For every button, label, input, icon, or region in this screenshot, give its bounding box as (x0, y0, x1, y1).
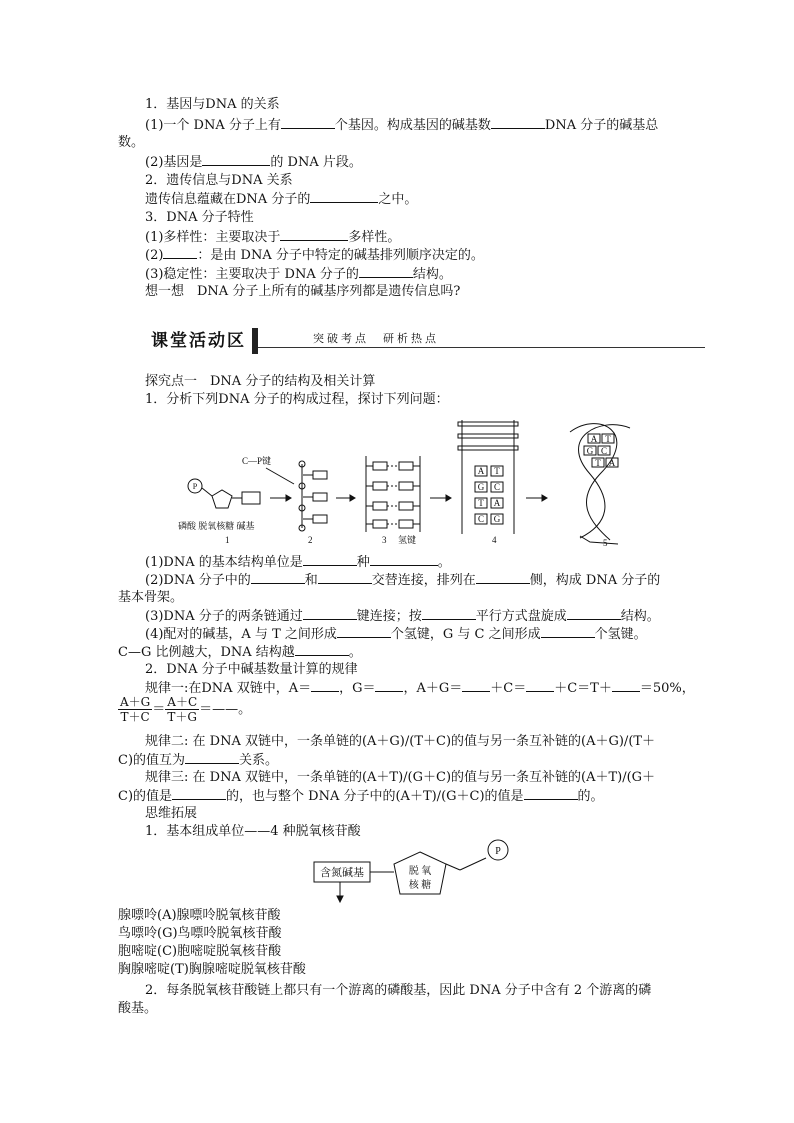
blank[interactable] (311, 679, 339, 692)
blank[interactable] (318, 571, 372, 584)
blank[interactable] (172, 787, 226, 800)
blank[interactable] (370, 553, 438, 566)
step-4: 4 (492, 535, 497, 545)
s1-heading: 1．基因与DNA 的关系 (145, 97, 280, 112)
base: G (477, 482, 485, 492)
base: T (595, 458, 601, 468)
double-helix (570, 424, 630, 548)
s2-p1: 遗传信息蕴藏在DNA 分子的 之中。 (145, 192, 418, 207)
q3: (3)DNA 分子的两条链通过 键连接；按 平行方式盘旋成 结构。 (145, 609, 660, 624)
phosphate-label: P (495, 846, 501, 857)
hydrogen-bond-label: 氢键 (398, 535, 417, 545)
rule3-cont: C)的值是 的，也与整个 DNA 分子中的(A＋T)/(G＋C)的值是 的。 (118, 789, 604, 804)
ext-base-3: 胞嘧啶(C)胞嘧啶脱氧核苷酸 (118, 944, 282, 959)
step-1: 1 (225, 535, 230, 545)
base: C (600, 446, 608, 456)
rule2: 规律二: 在 DNA 双链中，一条单链的(A＋G)/(T＋C)的值与另一条互补链的(A＋G)/(T＋ (145, 734, 656, 749)
base: G (586, 446, 594, 456)
ext-heading: 思维拓展 (145, 806, 198, 821)
base-box-label: 含氮碱基 (320, 867, 364, 879)
single-strand (299, 461, 327, 545)
blank[interactable] (462, 679, 490, 692)
base: C (477, 514, 485, 524)
blank[interactable] (422, 607, 476, 620)
blank[interactable] (303, 553, 357, 566)
q4: (4)配对的碱基，A 与 T 之间形成 个氢键，G 与 C 之间形成 个氢键。 (145, 627, 647, 642)
base: T (494, 466, 500, 476)
blank[interactable] (526, 679, 554, 692)
rule2-cont: C)的值互为 关系。 (118, 753, 279, 768)
blank[interactable] (163, 246, 197, 259)
step-3: 3 (382, 535, 387, 545)
blank[interactable] (303, 607, 357, 620)
blank[interactable] (310, 190, 378, 203)
ext-p1: 1．基本组成单位——4 种脱氧核苷酸 (145, 824, 361, 839)
blank[interactable] (280, 228, 348, 241)
rule1-fractions: $\frac{A+G}{T+C}$ ＝ $\frac{A+C}{T+G}$ ＝——。 (120, 695, 252, 724)
blank[interactable] (337, 625, 391, 638)
base: T (605, 434, 611, 444)
blank[interactable] (567, 607, 621, 620)
nucleotide-diagram (300, 838, 530, 904)
q2-cont: 基本骨架。 (118, 590, 184, 605)
explore-q1: 1．分析下列DNA 分子的构成过程，探讨下列问题： (145, 392, 449, 407)
blank[interactable] (251, 571, 305, 584)
section-banner (145, 328, 705, 356)
ext-p2: 2．每条脱氧核苷酸链上都只有一个游离的磷酸基，因此 DNA 分子中含有 2 个游离的磷 (145, 983, 652, 998)
think-question: 想一想 DNA 分子上所有的碱基序列都是遗传信息吗? (145, 284, 461, 299)
base: A (590, 434, 598, 444)
base: G (493, 514, 501, 524)
pentagon-label: 核 糖 (408, 880, 432, 891)
s3-p3: (3)稳定性：主要取决于 DNA 分子的 结构。 (145, 267, 452, 282)
base: A (608, 458, 616, 468)
blank[interactable] (612, 679, 640, 692)
blank[interactable] (202, 153, 270, 166)
step-5: 5 (603, 538, 608, 548)
labeled-ladder (458, 420, 518, 545)
blank[interactable] (359, 265, 413, 278)
base: T (478, 498, 484, 508)
section-title: 课堂活动区 (145, 328, 258, 354)
s3-p1: (1)多样性：主要取决于 多样性。 (145, 230, 401, 245)
rule1: 规律一:在DNA 双链中，A＝ ，G＝ ，A＋G＝ ＋C＝ ＋C＝T＋ ＝50%， (145, 681, 695, 696)
ext-p2-cont: 酸基。 (118, 1001, 158, 1016)
rules-heading: 2．DNA 分子中碱基数量计算的规律 (145, 662, 358, 677)
section-subtitle: 突破考点 研析热点 (313, 332, 439, 345)
blank[interactable] (491, 116, 545, 129)
ext-base-4: 胸腺嘧啶(T)胸腺嘧啶脱氧核苷酸 (118, 962, 306, 977)
dna-structure-figure (170, 412, 650, 550)
blank[interactable] (375, 679, 403, 692)
blank[interactable] (185, 751, 239, 764)
s1-p1-cont: 数。 (118, 135, 145, 150)
blank[interactable] (541, 625, 595, 638)
unit-parts-label: 磷酸 脱氧核糖 碱基 (178, 521, 255, 531)
base: A (493, 498, 501, 508)
step-2: 2 (308, 535, 313, 545)
q1: (1)DNA 的基本结构单位是 种 。 (145, 555, 451, 570)
fraction: $\frac{A+C}{T+G}$ (167, 695, 198, 724)
blank[interactable] (281, 116, 335, 129)
explore-heading: 探究点一 DNA 分子的结构及相关计算 (145, 374, 376, 389)
s1-p1: (1)一个 DNA 分子上有 个基因。构成基因的碱基数 DNA 分子的碱基总 (145, 118, 659, 133)
q2: (2)DNA 分子中的 和 交替连接，排列在 侧，构成 DNA 分子的 (145, 573, 661, 588)
s3-p2: (2) ：是由 DNA 分子中特定的碱基排列顺序决定的。 (145, 248, 484, 263)
rule3: 规律三: 在 DNA 双链中，一条单链的(A＋T)/(G＋C)的值与另一条互补链的(A＋T)/(G＋ (145, 770, 656, 785)
base: C (493, 482, 501, 492)
pentagon-label: 脱 氧 (408, 866, 432, 877)
cp-bond-label: C—P键 (242, 456, 272, 466)
base: A (477, 466, 485, 476)
double-strand-ladder (366, 456, 420, 545)
s3-heading: 3．DNA 分子特性 (145, 210, 254, 225)
s2-heading: 2．遗传信息与DNA 关系 (145, 173, 293, 188)
ext-base-2: 鸟嘌呤(G)鸟嘌呤脱氧核苷酸 (118, 926, 282, 941)
ext-base-1: 腺嘌呤(A)腺嘌呤脱氧核苷酸 (118, 908, 281, 923)
fraction: $\frac{A+G}{T+C}$ (120, 695, 151, 724)
phosphate-label: P (192, 482, 198, 491)
blank[interactable] (524, 787, 578, 800)
blank[interactable] (476, 571, 530, 584)
q4-cont: C—G 比例越大，DNA 结构越 。 (118, 645, 362, 660)
s1-p2: (2)基因是 的 DNA 片段。 (145, 155, 362, 170)
blank[interactable] (295, 643, 349, 656)
nucleotide-unit (178, 479, 260, 545)
